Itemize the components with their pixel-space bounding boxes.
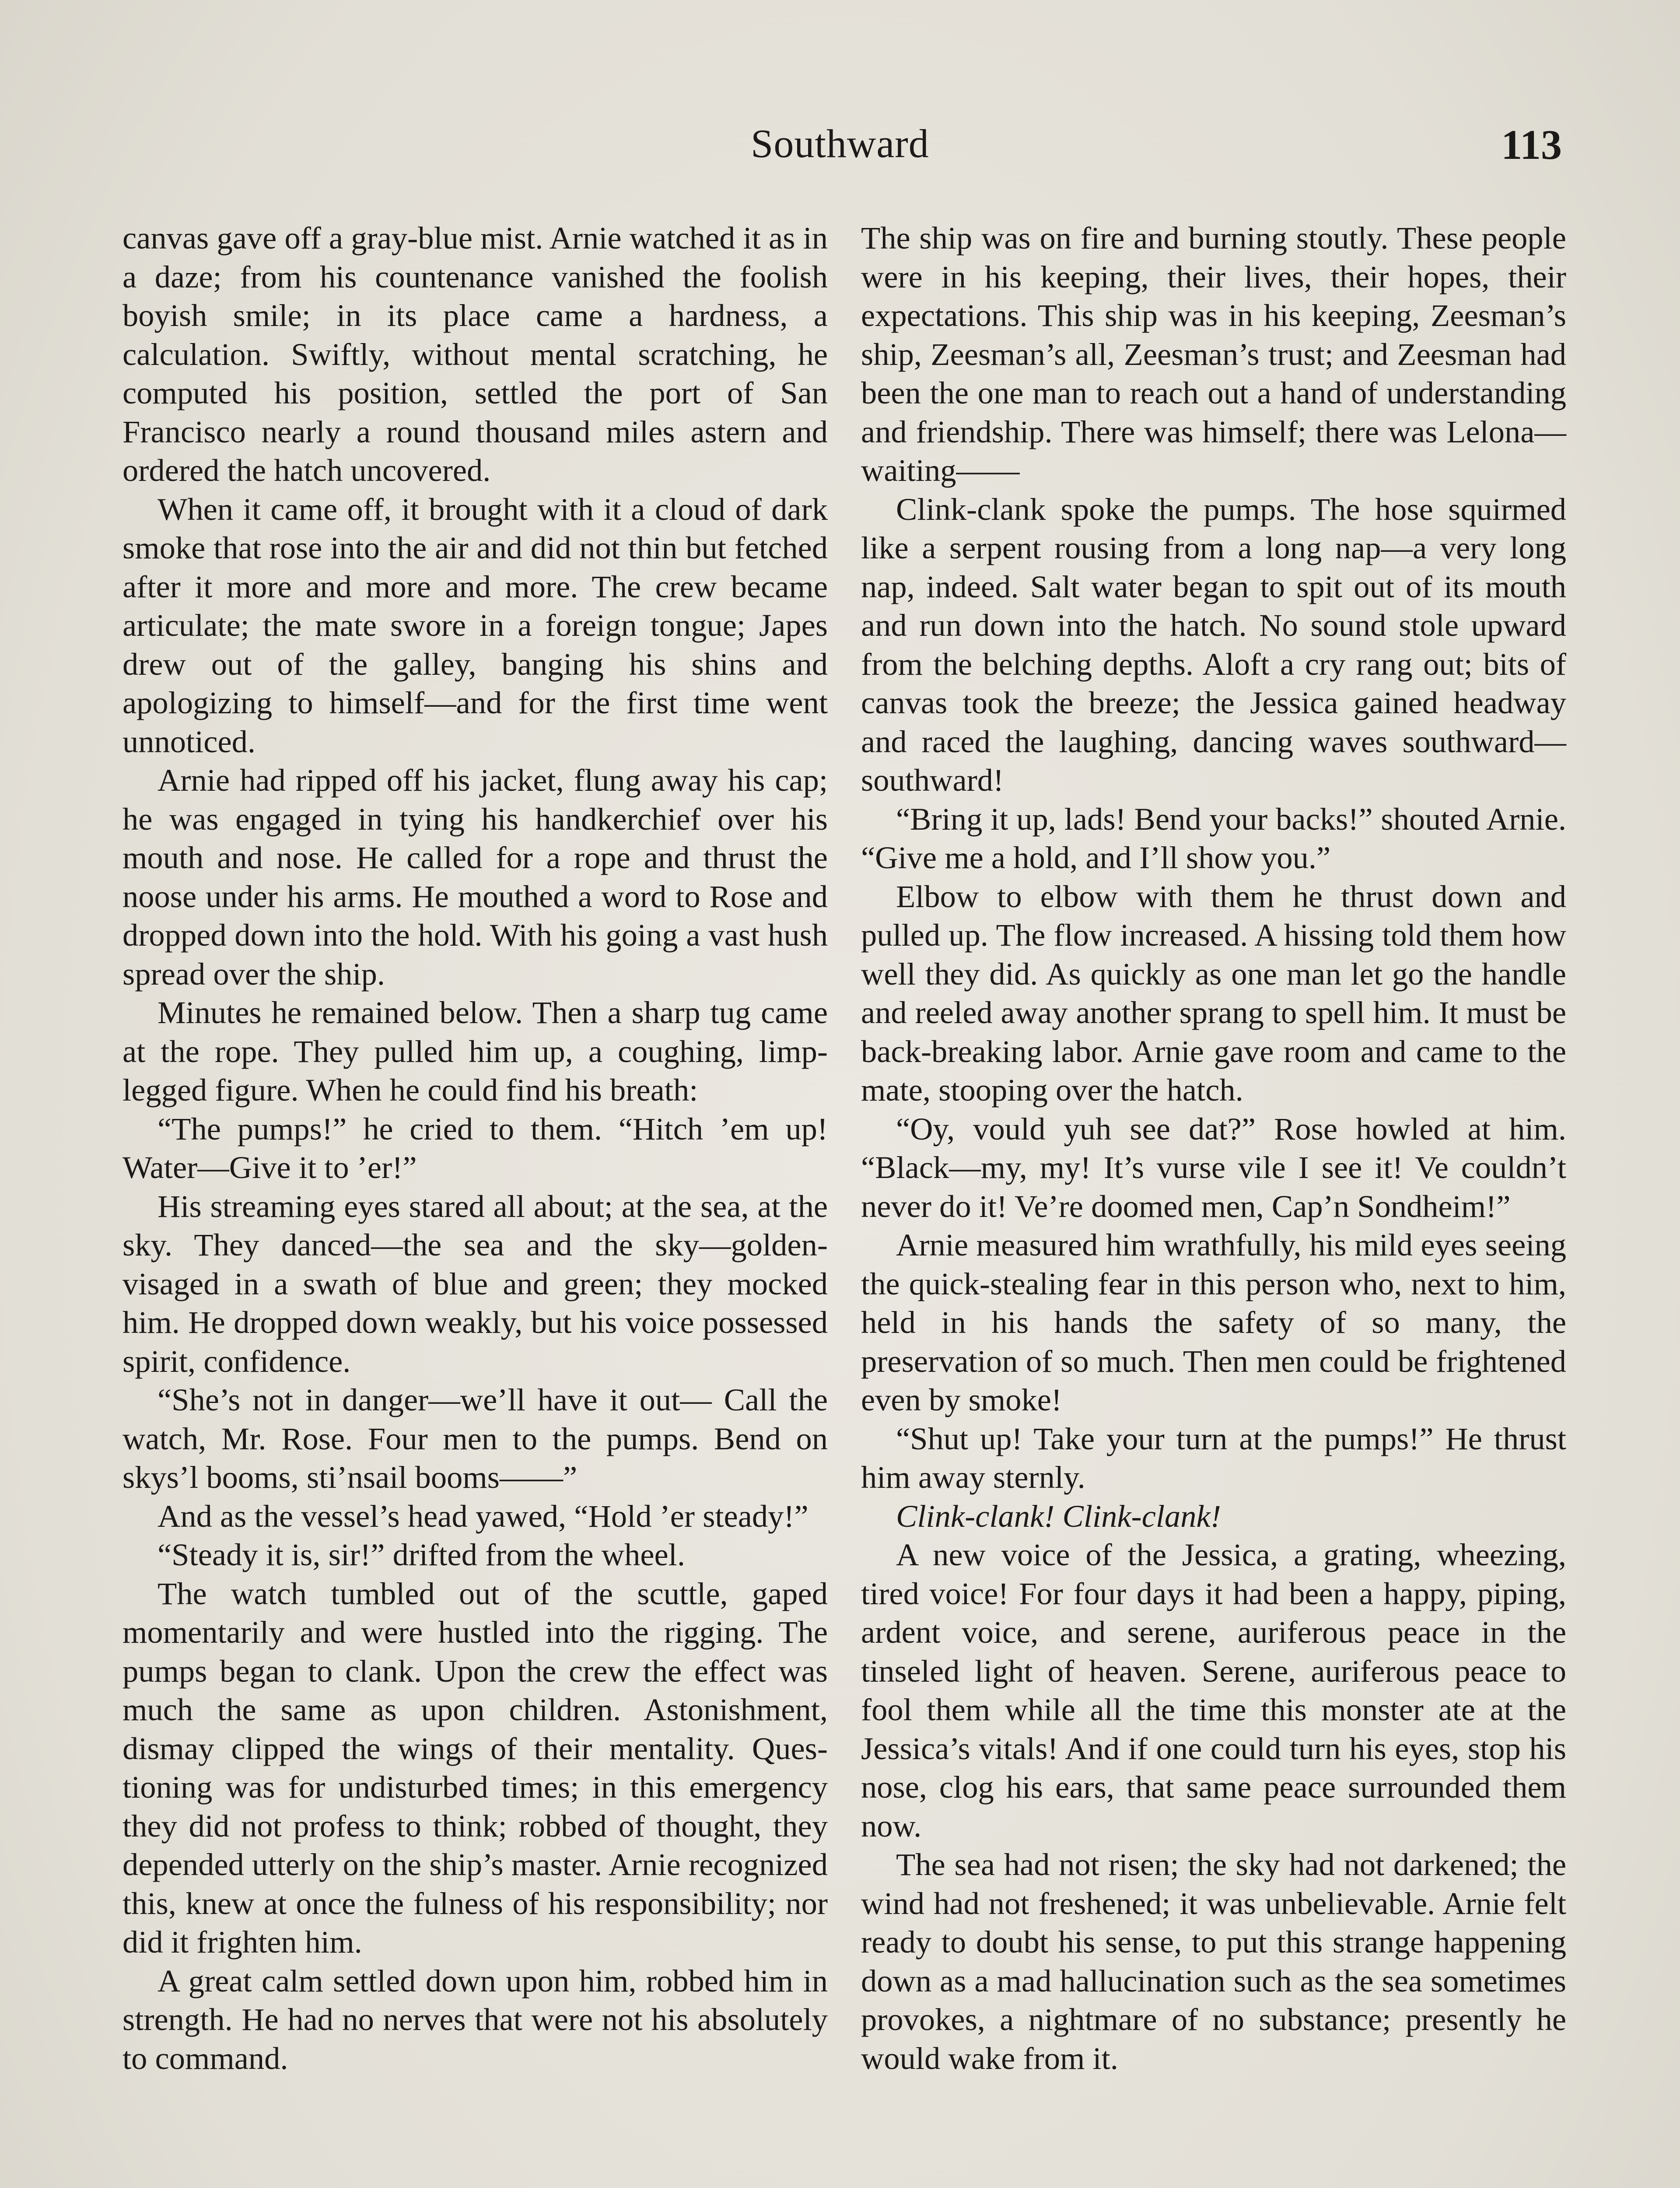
paragraph: A great calm settled down upon him, robbed him in strength. He had no nerves that were not his absolutely to command. (122, 1963, 828, 2076)
paragraph: The sea had not risen; the sky had not darkened; the wind had not freshened; it was unbelievable. Arnie felt ready to doubt his sense, to put this strange happening down as a mad hallucination such as the sea sometimes provokes, a nightmare of no substance; presently he would wake from it. (861, 1847, 1566, 2076)
paragraph: The watch tumbled out of the scuttle, gaped momentarily and were hustled into the rigging. The pumps began to clank. Upon the crew the effect was much the same as upon children. Astonishment, dismay clipped the wings of their mentality. Questioning was for undisturbed times; in this emergency they did not profess to think; robbed of thought, they depended utterly on the ship’s master. Arnie recognized this, knew at once the fulness of his responsibility; nor did it frighten him. (122, 1575, 828, 1960)
page-number: 113 (1501, 121, 1562, 168)
paragraph: Minutes he remained below. Then a sharp tug came at the rope. They pulled him up, a coughing, limp-legged figure. When he could find his breath: (122, 995, 828, 1108)
paragraph: “Oy, vould yuh see dat?” Rose howled at him. “Black—my, my! It’s vurse vile I see it! Ve couldn’t never do it! Ve’re doomed men, Cap’n Sondheim!” (861, 1111, 1566, 1224)
running-head (118, 120, 1562, 177)
paragraph: Clink-clank! Clink-clank! (896, 1498, 1221, 1534)
paragraph: canvas gave off a gray-blue mist. Arnie watched it as in a daze; from his countenance vanished the foolish boyish smile; in its place came a hardness, a calculation. Swiftly, without mental scratching, he computed his position, settled the port of San Francisco nearly a round thousand miles astern and ordered the hatch uncovered. (122, 220, 828, 488)
paragraph: “The pumps!” he cried to them. “Hitch ’em up! Water—Give it to ’er!” (122, 1111, 828, 1185)
paragraph: “Steady it is, sir!” drifted from the wheel. (158, 1537, 685, 1572)
paragraph: “Bring it up, lads! Bend your backs!” shouted Arnie. “Give me a hold, and I’ll show you.” (861, 801, 1566, 875)
paragraph: A new voice of the Jessica, a grating, wheezing, tired voice! For four days it had been a happy, piping, ardent voice, and serene, auriferous peace in the tinseled light of heaven. Serene, auriferous peace to fool them while all the time this monster ate at the Jessica’s vitals! And if one could turn his eyes, stop his nose, clog his ears, that same peace surrounded them now. (861, 1537, 1566, 1844)
paragraph: Arnie measured him wrathfully, his mild eyes seeing the quick-stealing fear in this person who, next to him, held in his hands the safety of so many, the preservation of so much. Then men could be frightened even by smoke! (861, 1227, 1566, 1417)
paragraph: Arnie had ripped off his jacket, flung away his cap; he was engaged in tying his handkerchief over his mouth and nose. He called for a rope and thrust the noose under his arms. He mouthed a word to Rose and dropped down into the hold. With his going a vast hush spread over the ship. (122, 762, 828, 992)
paragraph: “She’s not in danger—we’ll have it out— Call the watch, Mr. Rose. Four men to the pumps. Bend on skys’l booms, sti’nsail booms——” (122, 1382, 828, 1495)
paragraph: Clink-clank spoke the pumps. The hose squirmed like a serpent rousing from a long nap—a very long nap, indeed. Salt water began to spit out of its mouth and run down into the hatch. No sound stole upward from the belching depths. Aloft a cry rang out; bits of canvas took the breeze; the Jessica gained headway and raced the laughing, dancing waves southward—southward! (861, 491, 1566, 798)
paragraph: When it came off, it brought with it a cloud of dark smoke that rose into the air and did not thin but fetched after it more and more and more. The crew became articulate; the mate swore in a foreign tongue; Japes drew out of the galley, banging his shins and apologizing to himself—and for the first time went unnoticed. (122, 491, 828, 759)
left-column (122, 219, 828, 2078)
paragraph: “Shut up! Take your turn at the pumps!” He thrust him away sternly. (861, 1420, 1566, 1495)
paragraph: Elbow to elbow with them he thrust down and pulled up. The flow increased. A hissing told them how well they did. As quickly as one man let go the handle and reeled away another sprang to spell him. It must be back-breaking labor. Arnie gave room and came to the mate, stooping over the hatch. (861, 878, 1566, 1108)
paragraph: The ship was on fire and burning stoutly. These people were in his keeping, their lives, their hopes, their expectations. This ship was in his keeping, Zeesman’s ship, Zeesman’s all, Zeesman’s trust; and Zeesman had been the one man to reach out a hand of understanding and friendship. There was himself; there was Lelona—waiting—— (861, 220, 1566, 488)
paragraph: And as the vessel’s head yawed, “Hold ’er steady!” (158, 1498, 808, 1534)
right-column (861, 219, 1566, 2078)
paragraph: His streaming eyes stared all about; at the sea, at the sky. They danced—the sea and the sky—golden-visaged in a swath of blue and green; they mocked him. He dropped down weakly, but his voice possessed spirit, confidence. (122, 1188, 828, 1379)
running-title: Southward (751, 121, 929, 166)
